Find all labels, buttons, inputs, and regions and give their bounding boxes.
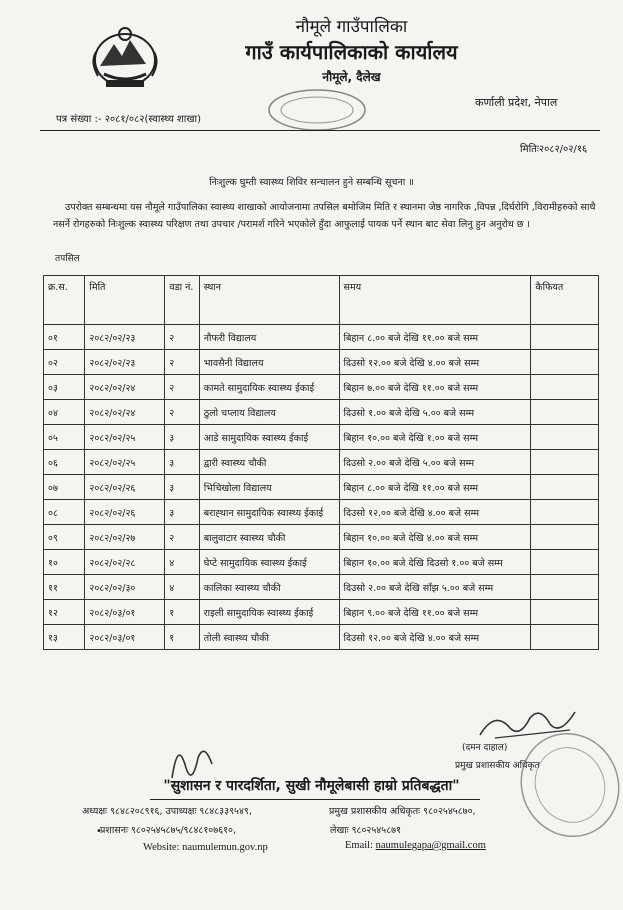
cell-place: आडे सामुदायिक स्वास्थ्य ईकाई — [199, 425, 339, 450]
cell-place: भावसैनी विद्यालय — [199, 350, 339, 375]
cell-sn: ०८ — [44, 500, 85, 525]
office-stamp-icon — [262, 86, 372, 134]
cell-place: ठुलो चप्लाय विद्यालय — [199, 400, 339, 425]
cell-ward: २ — [165, 525, 199, 550]
cell-remark — [531, 600, 599, 625]
cell-place: राइली सामुदायिक स्वास्थ्य ईकाई — [199, 600, 339, 625]
cell-date: २०८२/०३/०१ — [85, 600, 165, 625]
cell-time: दिउसो १२.०० बजे देखि ४.०० बजे सम्म — [339, 350, 531, 375]
letter-date: मितिः२०८२/०२/१६ — [520, 144, 588, 155]
cell-place: बराह्थान सामुदायिक स्वास्थ्य ईकाई — [199, 500, 339, 525]
cell-remark — [531, 475, 599, 500]
cell-sn: १३ — [44, 625, 85, 650]
office-name: गाउँ कार्यपालिकाको कार्यालय — [245, 40, 458, 64]
notice-body: उपरोक्त सम्बन्धमा यस नौमूले गाउँपालिका स्वास्थ्य शाखाको आयोजनामा तपसिल बमोजिम मिति र स्थानमा जेष्ठ नागरिक ,विपन्न ,दिर्घरोगि ,विरामीहरुको साथै नसर्ने रोगहरुको निःशुल्क स्वास्थ्य परिक्षण तथा उपचार /परामर्श गरिने भएकोले हुँदा आफुलाई पायक पर्ने स्थान बाट सेवा लिनु हुन अनुरोध छ । — [53, 202, 596, 230]
contact-cao: प्रमुख प्रशासकीय अधिकृतः ९८०२५४५८७०, — [329, 806, 476, 817]
cell-remark — [531, 325, 599, 350]
table-row — [44, 325, 599, 350]
email-label: Email: — [345, 840, 376, 851]
province-label: कर्णाली प्रदेश, नेपाल — [475, 96, 558, 109]
header-remark: कैफियत — [531, 276, 599, 325]
cell-remark — [531, 500, 599, 525]
cell-sn: ०६ — [44, 450, 85, 475]
header-divider — [40, 130, 600, 131]
schedule-label: तपसिल — [55, 254, 80, 264]
table-row — [44, 475, 599, 500]
cell-time: बिहान ८.०० बजे देखि ११.०० बजे सम्म — [339, 325, 531, 350]
table-row — [44, 550, 599, 575]
cell-date: २०८२/०२/२५ — [85, 450, 165, 475]
cell-ward: १ — [165, 600, 199, 625]
officer-name: (दमन दाहाल) — [462, 743, 508, 753]
contact-admin: प्रशासनः ९८०२५४५८७५/९८४८१०७६१०, — [100, 825, 236, 836]
table-row — [44, 600, 599, 625]
reference-number: पत्र संख्या :- २०८१/०८२(स्वास्थ्य शाखा) — [56, 114, 202, 125]
cell-time: दिउसो १२.०० बजे देखि ४.०० बजे सम्म — [339, 500, 531, 525]
cell-ward: ३ — [165, 425, 199, 450]
cell-place: कामते सामुदायिक स्वास्थ्य ईकाई — [199, 375, 339, 400]
cell-date: २०८२/०२/२३ — [85, 325, 165, 350]
cell-place: द्वारी स्वास्थ्य चौकी — [199, 450, 339, 475]
cell-date: २०८२/०२/२४ — [85, 400, 165, 425]
cell-ward: १ — [165, 625, 199, 650]
cell-time: बिहान १०.०० बजे देखि १.०० बजे सम्म — [339, 425, 531, 450]
cell-sn: १२ — [44, 600, 85, 625]
header-time: समय — [339, 276, 531, 325]
cell-time: बिहान ८.०० बजे देखि ११.०० बजे सम्म — [339, 475, 531, 500]
notice-subject: निःशुल्क घुम्ती स्वास्थ्य शिविर सन्चालन हुने सम्बन्धि सूचना ॥ — [209, 177, 414, 188]
cell-place: भिचिखोला विद्यालय — [199, 475, 339, 500]
table-row — [44, 350, 599, 375]
cell-time: दिउसो २.०० बजे देखि ५.०० बजे सम्म — [339, 450, 531, 475]
table-row — [44, 425, 599, 450]
table-row — [44, 375, 599, 400]
header-date: मिति — [85, 276, 165, 325]
cell-date: २०८२/०२/२६ — [85, 475, 165, 500]
cell-date: २०८२/०२/२४ — [85, 375, 165, 400]
table-header-row — [44, 276, 599, 325]
cell-date: २०८२/०३/०१ — [85, 625, 165, 650]
cell-ward: २ — [165, 350, 199, 375]
table-row — [44, 575, 599, 600]
cell-remark — [531, 375, 599, 400]
table-row — [44, 525, 599, 550]
cell-sn: ११ — [44, 575, 85, 600]
cell-remark — [531, 575, 599, 600]
table-row — [44, 500, 599, 525]
email-line — [345, 840, 486, 851]
cell-sn: ०३ — [44, 375, 85, 400]
cell-date: २०८२/०२/२५ — [85, 425, 165, 450]
camp-schedule-table — [43, 275, 599, 650]
header-place: स्थान — [199, 276, 339, 325]
cell-place: कालिका स्वास्थ्य चौकी — [199, 575, 339, 600]
cell-sn: ०४ — [44, 400, 85, 425]
cell-ward: ३ — [165, 450, 199, 475]
contact-chair: अध्यक्षः ९८४८२०८९१६, उपाध्यक्षः ९८४८३३९५४९, — [82, 806, 252, 817]
municipality-name: नौमूले गाउँपालिका — [295, 17, 408, 37]
cell-ward: ४ — [165, 575, 199, 600]
cell-ward: २ — [165, 400, 199, 425]
cell-time: बिहान ७.०० बजे देखि ११.०० बजे सम्म — [339, 375, 531, 400]
cell-time: बिहान १०.०० बजे देखि ४.०० बजे सम्म — [339, 525, 531, 550]
header-sn: क्र.स. — [44, 276, 85, 325]
cell-date: २०८२/०२/२७ — [85, 525, 165, 550]
cell-remark — [531, 450, 599, 475]
cell-date: २०८२/०२/२८ — [85, 550, 165, 575]
cell-time: दिउसो १२.०० बजे देखि ४.०० बजे सम्म — [339, 625, 531, 650]
contact-accounts: लेखाः ९८०२५४५८७१ — [330, 825, 402, 836]
cell-ward: २ — [165, 325, 199, 350]
cell-sn: ०१ — [44, 325, 85, 350]
office-address: नौमूले, दैलेख — [322, 70, 381, 84]
bullet-dot: • — [96, 826, 102, 837]
cell-ward: २ — [165, 375, 199, 400]
table-row — [44, 625, 599, 650]
cell-place: बालुवाटार स्वास्थ्य चौकी — [199, 525, 339, 550]
cell-time: दिउसो १.०० बजे देखि ५.०० बजे सम्म — [339, 400, 531, 425]
cell-remark — [531, 525, 599, 550]
cell-ward: ३ — [165, 500, 199, 525]
table-row — [44, 400, 599, 425]
cell-remark — [531, 550, 599, 575]
cell-ward: ३ — [165, 475, 199, 500]
cell-time: बिहान ९.०० बजे देखि ११.०० बजे सम्म — [339, 600, 531, 625]
cell-date: २०८२/०२/२६ — [85, 500, 165, 525]
cell-time: बिहान १०.०० बजे देखि दिउसो १.०० बजे सम्म — [339, 550, 531, 575]
cell-sn: ०२ — [44, 350, 85, 375]
cell-place: तोली स्वास्थ्य चौकी — [199, 625, 339, 650]
cell-sn: ०७ — [44, 475, 85, 500]
cell-time: दिउसो २.०० बजे देखि साँझ ५.०० बजे सम्म — [339, 575, 531, 600]
cell-place: घेप्टे सामुदायिक स्वास्थ्य ईकाई — [199, 550, 339, 575]
table-row — [44, 450, 599, 475]
cell-place: नौफरी विद्यालय — [199, 325, 339, 350]
cell-date: २०८२/०२/२३ — [85, 350, 165, 375]
officer-title: प्रमुख प्रशासकीय अधिकृत — [455, 761, 540, 771]
cell-sn: १० — [44, 550, 85, 575]
cell-remark — [531, 350, 599, 375]
website[interactable]: Website: naumulemun.gov.np — [143, 842, 268, 853]
motto: "सुशासन र पारदर्शिता, सुखी नौमूलेबासी हाम्रो प्रतिबद्धता" — [163, 778, 460, 794]
cell-remark — [531, 425, 599, 450]
footer-divider — [150, 799, 480, 800]
cell-sn: ०५ — [44, 425, 85, 450]
cell-remark — [531, 400, 599, 425]
email-link[interactable]: naumulegapa@gmail.com — [375, 840, 486, 851]
cell-remark — [531, 625, 599, 650]
cell-sn: ०९ — [44, 525, 85, 550]
cell-date: २०८२/०२/३० — [85, 575, 165, 600]
header-ward: वडा नं. — [165, 276, 199, 325]
cell-ward: ४ — [165, 550, 199, 575]
